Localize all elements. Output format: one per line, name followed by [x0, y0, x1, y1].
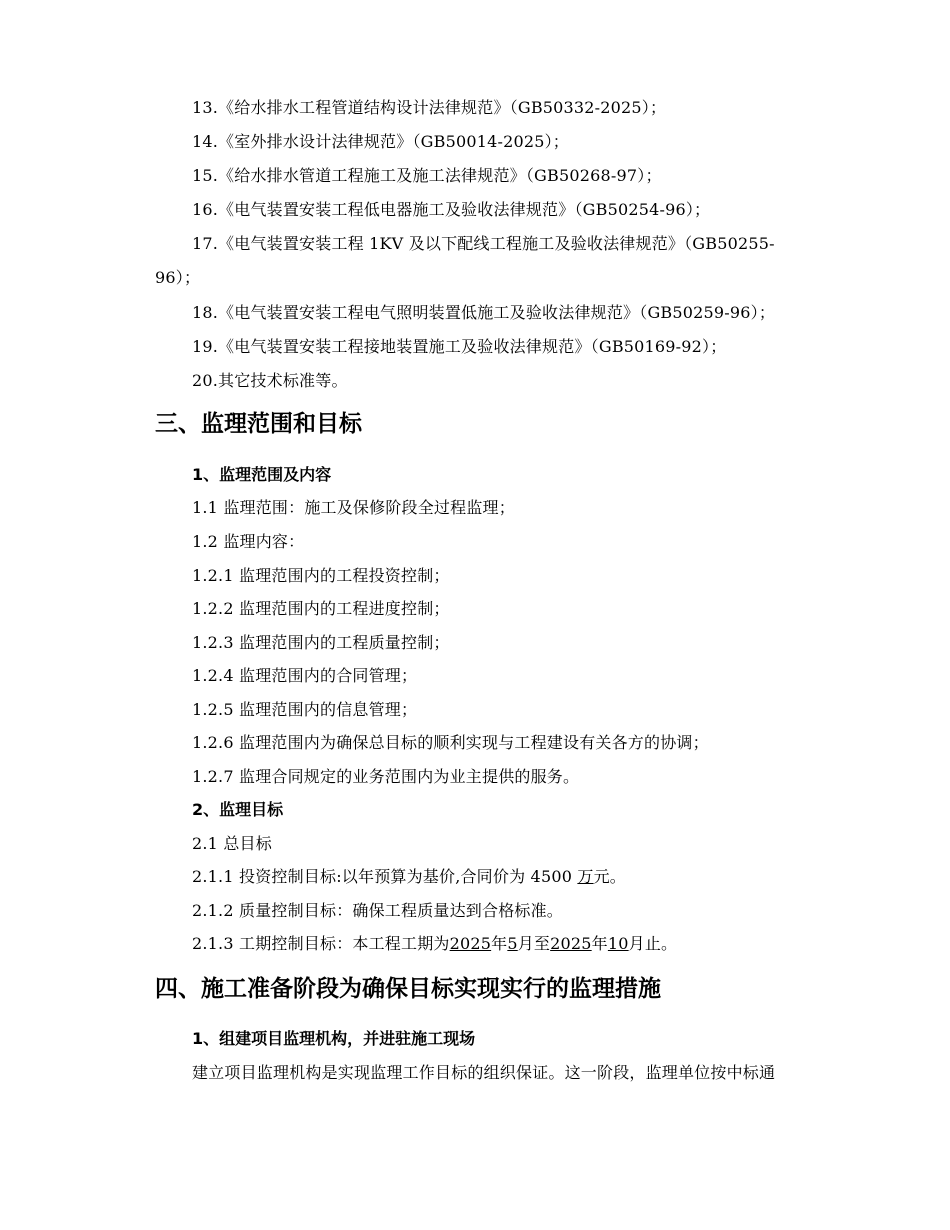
- standard-item-16: 16.《电气装置安装工程低电器施工及验收法律规范》（GB50254-96）；: [192, 200, 711, 219]
- goal-investment-unit: 万: [577, 867, 594, 886]
- goal-investment-text: 2.1.1 投资控制目标:以年预算为基价,合同价为 4500: [192, 867, 578, 886]
- section-4-subheading-1: 1、组建项目监理机构，并进驻施工现场: [192, 1029, 476, 1048]
- scope-item: 1.2.2 监理范围内的工程进度控制；: [192, 599, 450, 618]
- goal-investment-suffix: 元。: [593, 867, 626, 886]
- schedule-month-to-label: 月至: [517, 934, 551, 953]
- goal-schedule-text: 2.1.3 工期控制目标：本工程工期为: [192, 934, 450, 953]
- scope-item: 1.2 监理内容：: [192, 532, 305, 551]
- standard-item-19: 19.《电气装置安装工程接地装置施工及验收法律规范》（GB50169-92）；: [192, 337, 727, 356]
- standard-item-18: 18.《电气装置安装工程电气照明装置低施工及验收法律规范》（GB50259-96）；: [192, 303, 776, 322]
- standard-item-20: 20.其它技术标准等。: [192, 371, 348, 390]
- standard-item-14: 14.《室外排水设计法律规范》（GB50014-2025）；: [192, 132, 570, 151]
- section-4-paragraph: 建立项目监理机构是实现监理工作目标的组织保证。这一阶段，监理单位按中标通: [192, 1063, 776, 1082]
- standard-item-17: 17.《电气装置安装工程 1KV 及以下配线工程施工及验收法律规范》（GB50255-: [192, 234, 775, 253]
- schedule-year-label-2: 年: [591, 934, 608, 953]
- schedule-end-month: 10: [607, 934, 629, 953]
- scope-item: 1.2.4 监理范围内的合同管理；: [192, 666, 418, 685]
- standard-item-15: 15.《给水排水管道工程施工及施工法律规范》（GB50268-97）；: [192, 166, 662, 185]
- standard-item-13: 13.《给水排水工程管道结构设计法律规范》（GB50332-2025）；: [192, 98, 667, 117]
- schedule-start-year: 2025: [449, 934, 492, 953]
- goal-overall-title: 2.1 总目标: [192, 834, 272, 853]
- scope-item: 1.2.1 监理范围内的工程投资控制；: [192, 566, 450, 585]
- scope-item: 1.2.3 监理范围内的工程质量控制；: [192, 633, 450, 652]
- goal-investment: [192, 867, 626, 887]
- schedule-year-label: 年: [491, 934, 508, 953]
- standard-item-17-continued: 96）；: [155, 268, 201, 287]
- schedule-end-label: 月止。: [628, 934, 678, 953]
- section-3-subheading-1: 1、监理范围及内容: [192, 465, 332, 484]
- scope-item: 1.2.6 监理范围内为确保总目标的顺利实现与工程建设有关各方的协调；: [192, 733, 709, 752]
- scope-item: 1.2.5 监理范围内的信息管理；: [192, 700, 418, 719]
- goal-quality: 2.1.2 质量控制目标：确保工程质量达到合格标准。: [192, 901, 563, 920]
- schedule-start-month: 5: [507, 934, 518, 953]
- goal-schedule: [192, 934, 677, 954]
- scope-item: 1.1 监理范围：施工及保修阶段全过程监理；: [192, 498, 515, 517]
- scope-item: 1.2.7 监理合同规定的业务范围内为业主提供的服务。: [192, 767, 580, 786]
- schedule-end-year: 2025: [550, 934, 592, 953]
- section-3-heading: 三、监理范围和目标: [155, 411, 362, 437]
- section-4-heading: 四、施工准备阶段为确保目标实现实行的监理措施: [155, 976, 661, 1002]
- section-3-subheading-2: 2、监理目标: [192, 800, 284, 819]
